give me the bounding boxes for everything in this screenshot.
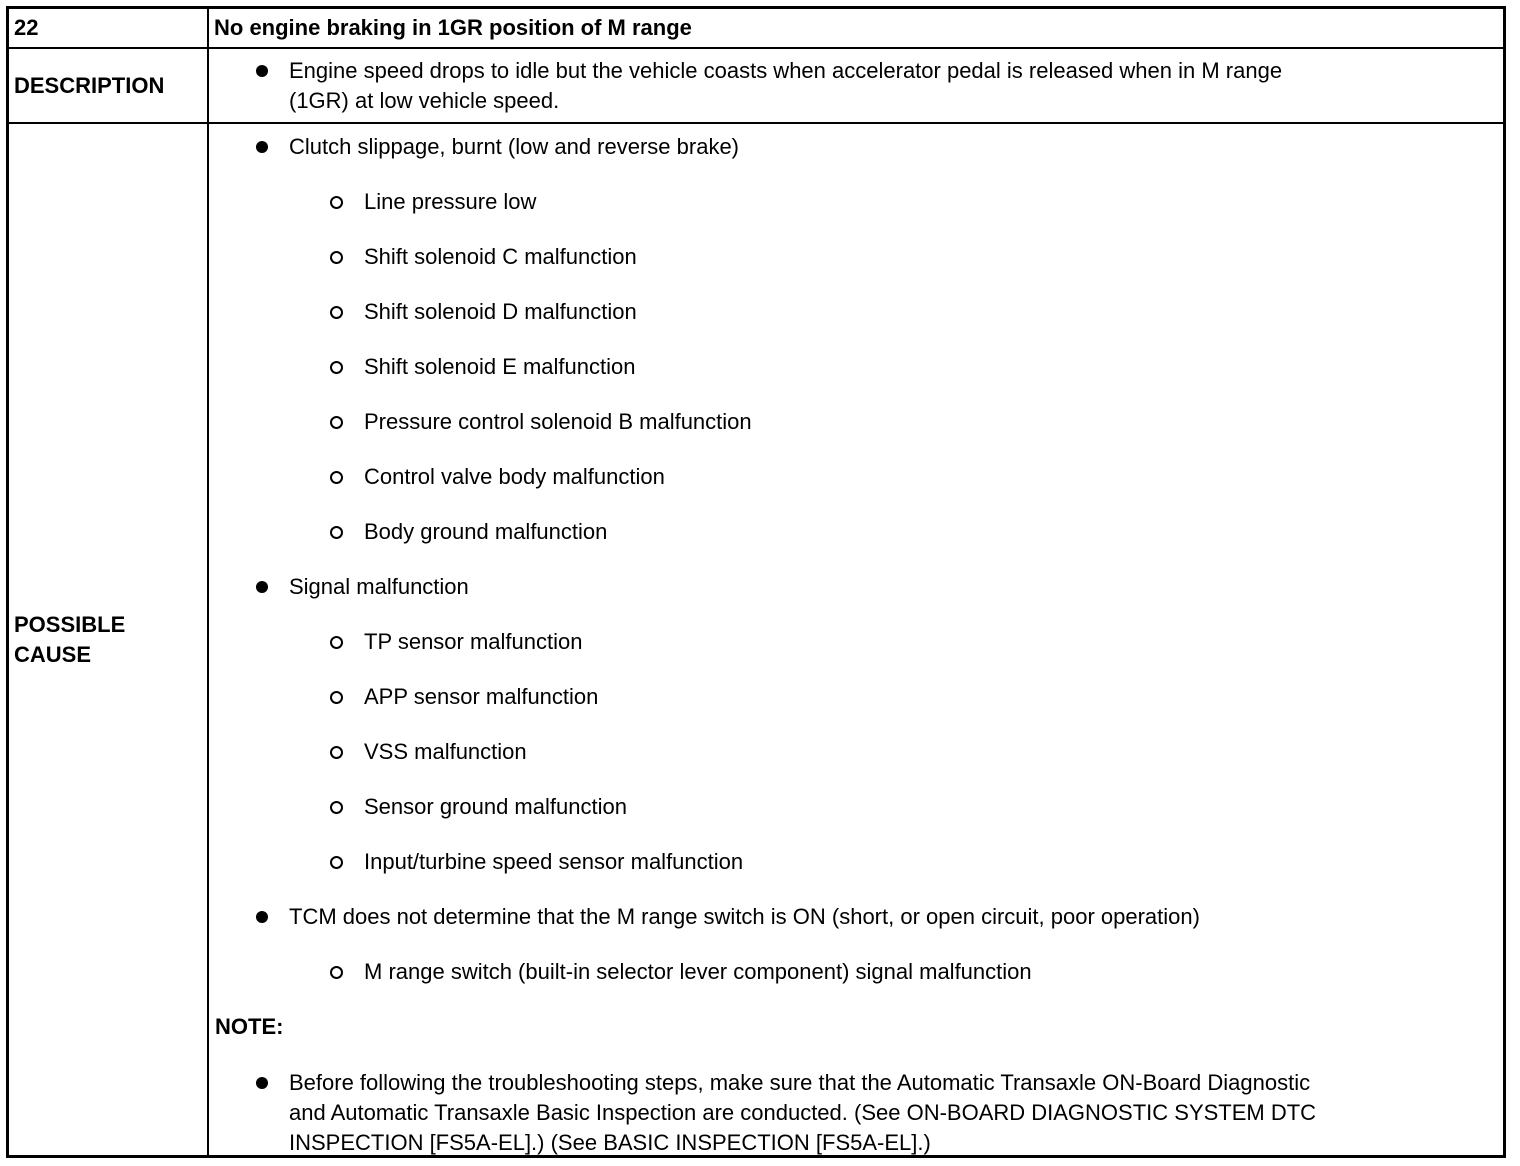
- description-content: [209, 49, 1503, 122]
- cause-item: Line pressure low: [364, 189, 537, 214]
- cause-item: Shift solenoid E malfunction: [364, 354, 636, 379]
- cause-item: Body ground malfunction: [364, 519, 608, 544]
- circle-bullet-icon: [330, 196, 343, 209]
- cause-item: M range switch (built-in selector lever component) signal malfunction: [364, 959, 1032, 984]
- circle-bullet-icon: [330, 251, 343, 264]
- possible-cause-row: [9, 124, 1503, 1155]
- circle-bullet-icon: [330, 801, 343, 814]
- description-row: [9, 49, 1503, 124]
- note-line-2: and Automatic Transaxle Basic Inspection are conducted. (See ON-BOARD DIAGNOSTIC SYSTEM DTC: [289, 1100, 1317, 1125]
- circle-bullet-icon: [330, 416, 343, 429]
- description-line-2: (1GR) at low vehicle speed.: [289, 88, 560, 113]
- cause-group-title: TCM does not determine that the M range switch is ON (short, or open circuit, poor operation): [289, 904, 1200, 929]
- cause-item: Pressure control solenoid B malfunction: [364, 409, 752, 434]
- bullet-icon: [256, 1077, 268, 1089]
- cause-group-title: Clutch slippage, burnt (low and reverse brake): [289, 134, 740, 159]
- circle-bullet-icon: [330, 691, 343, 704]
- symptom-title: No engine braking in 1GR position of M range: [214, 15, 692, 40]
- circle-bullet-icon: [330, 746, 343, 759]
- cause-item: Shift solenoid D malfunction: [364, 299, 637, 324]
- possible-cause-content: [209, 124, 1503, 1155]
- note-line-1: Before following the troubleshooting steps, make sure that the Automatic Transaxle ON-Board Diagnostic: [289, 1070, 1311, 1095]
- cause-item: VSS malfunction: [364, 739, 527, 764]
- description-line-1: Engine speed drops to idle but the vehicle coasts when accelerator pedal is released when in M range: [289, 58, 1283, 83]
- cause-item: Sensor ground malfunction: [364, 794, 627, 819]
- circle-bullet-icon: [330, 526, 343, 539]
- circle-bullet-icon: [330, 361, 343, 374]
- circle-bullet-icon: [330, 306, 343, 319]
- cause-item: TP sensor malfunction: [364, 629, 583, 654]
- cause-item: Control valve body malfunction: [364, 464, 665, 489]
- cause-item: Shift solenoid C malfunction: [364, 244, 637, 269]
- circle-bullet-icon: [330, 856, 343, 869]
- description-label: DESCRIPTION: [9, 49, 209, 122]
- note-label: NOTE:: [215, 1014, 284, 1039]
- bullet-icon: [256, 65, 268, 77]
- troubleshooting-table: [6, 6, 1506, 1158]
- bullet-icon: [256, 911, 268, 923]
- cause-item: APP sensor malfunction: [364, 684, 599, 709]
- note-line-3: INSPECTION [FS5A-EL].) (See BASIC INSPECTION [FS5A-EL].): [289, 1130, 931, 1155]
- circle-bullet-icon: [330, 636, 343, 649]
- bullet-icon: [256, 581, 268, 593]
- circle-bullet-icon: [330, 966, 343, 979]
- possible-cause-label: [9, 124, 209, 1155]
- possible-cause-label-line-1: POSSIBLE: [14, 611, 126, 637]
- possible-cause-label-line-2: CAUSE: [14, 641, 92, 667]
- cause-group-title: Signal malfunction: [289, 574, 469, 599]
- symptom-number: 22: [9, 9, 209, 47]
- header-row: [9, 9, 1503, 49]
- bullet-icon: [256, 141, 268, 153]
- circle-bullet-icon: [330, 471, 343, 484]
- cause-item: Input/turbine speed sensor malfunction: [364, 849, 744, 874]
